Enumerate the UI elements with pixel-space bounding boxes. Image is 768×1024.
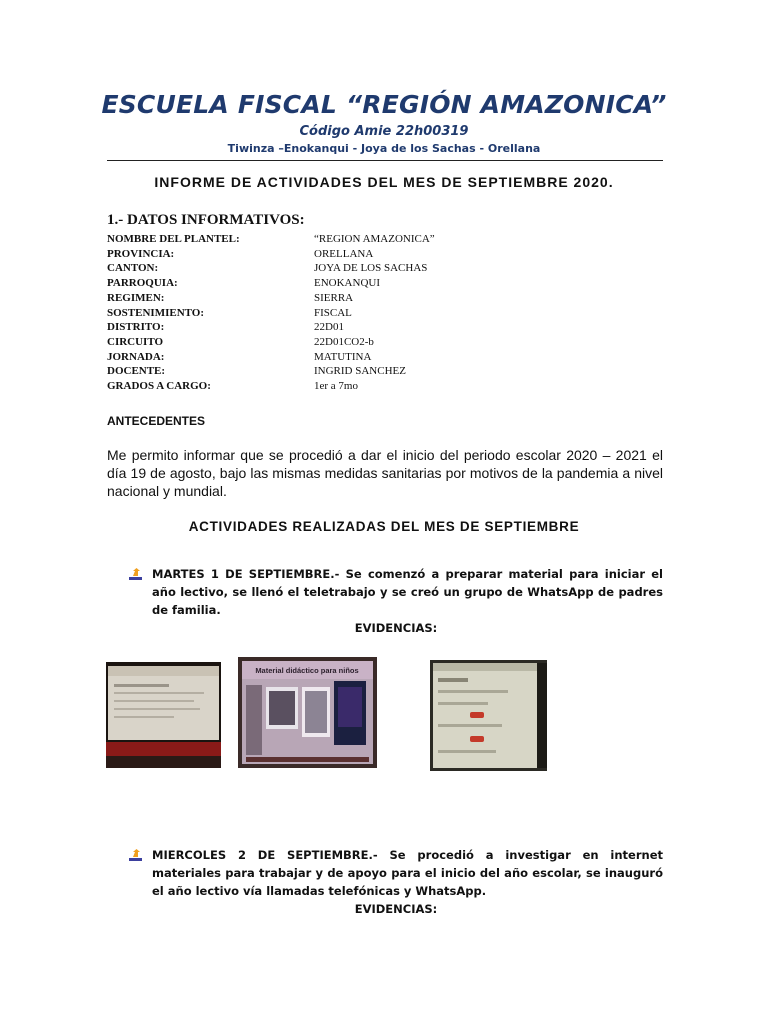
info-value: ORELLANA <box>314 247 374 260</box>
info-value: JOYA DE LOS SACHAS <box>314 262 428 275</box>
school-code: Código Amie 22h00319 <box>299 124 469 139</box>
activity-day: MIERCOLES 2 DE SEPTIEMBRE.- <box>152 848 378 862</box>
evidence-photo-3 <box>430 660 547 771</box>
antecedentes-title: ANTECEDENTES <box>107 414 206 428</box>
header-divider <box>107 160 663 161</box>
info-label: NOMBRE DEL PLANTEL: <box>107 233 240 245</box>
info-row-grados <box>107 379 435 394</box>
arrow-bullet-icon <box>129 849 143 861</box>
photo-caption: Material didáctico para niños <box>255 666 359 675</box>
info-value: FISCAL <box>314 306 352 319</box>
antecedentes-text: Me permito informar que se procedió a dar el inicio del periodo escolar 2020 – 2021 el día 19 de agosto, bajo las mismas medidas sanitarias por motivos de la pandemia a nivel nacional y mundial. <box>107 447 663 499</box>
info-label: REGIMEN: <box>107 291 165 304</box>
school-address: Tiwinza –Enokanqui - Joya de los Sachas - Orellana <box>227 142 541 155</box>
info-value: MATUTINA <box>314 350 372 363</box>
info-value: SIERRA <box>314 291 354 304</box>
info-label: CIRCUITO <box>107 335 164 348</box>
datos-section-title: 1.- DATOS INFORMATIVOS: <box>107 212 305 228</box>
info-row-docente <box>107 364 435 379</box>
info-value: 22D01 <box>314 321 344 334</box>
info-label: CANTON: <box>107 262 159 275</box>
info-row-sostenimiento <box>107 306 435 321</box>
activities-title: ACTIVIDADES REALIZADAS DEL MES DE SEPTIEMBRE <box>188 519 580 534</box>
info-row-canton <box>107 261 435 276</box>
activity-day: MARTES 1 DE SEPTIEMBRE.- <box>152 567 340 581</box>
activity-text: Se procedió a investigar en internet materiales para trabajar y de apoyo para el inicio del año escolar, se inauguró el año lectivo vía llamadas telefónicas y WhatsApp. <box>152 848 663 898</box>
info-value: 1er a 7mo <box>314 380 358 393</box>
info-row-jornada <box>107 350 435 365</box>
info-row-distrito <box>107 320 435 335</box>
info-row-plantel <box>107 232 435 247</box>
info-row-parroquia <box>107 276 435 291</box>
info-value: “REGION AMAZONICA” <box>314 233 435 245</box>
info-row-provincia <box>107 247 435 262</box>
activity-text: Se comenzó a preparar material para iniciar el año lectivo, se llenó el teletrabajo y se creó un grupo de WhatsApp de padres de familia. <box>152 567 663 617</box>
info-label: DISTRITO: <box>107 321 165 334</box>
evidence-label: EVIDENCIAS: <box>354 902 438 916</box>
activity-item <box>129 565 663 637</box>
activity-item <box>129 846 663 918</box>
evidence-photo-1 <box>106 662 221 768</box>
evidence-photo-2 <box>238 657 377 768</box>
info-value: 22D01CO2-b <box>314 335 374 348</box>
info-label: PARROQUIA: <box>107 277 178 290</box>
activity-description <box>152 846 663 900</box>
arrow-bullet-icon <box>129 568 143 580</box>
school-name: ESCUELA FISCAL “REGIÓN AMAZONICA” <box>101 90 667 119</box>
report-title: INFORME DE ACTIVIDADES DEL MES DE SEPTIEMBRE 2020. <box>154 174 614 190</box>
activity-description <box>152 565 663 619</box>
evidence-label: EVIDENCIAS: <box>354 621 438 635</box>
info-row-regimen <box>107 291 435 306</box>
info-value: ENOKANQUI <box>314 277 380 290</box>
info-label: SOSTENIMIENTO: <box>107 306 204 319</box>
info-table <box>107 232 435 394</box>
info-label: PROVINCIA: <box>107 247 175 260</box>
info-row-circuito <box>107 335 435 350</box>
info-label: JORNADA: <box>107 350 165 363</box>
info-label: GRADOS A CARGO: <box>107 380 211 393</box>
info-label: DOCENTE: <box>107 365 166 378</box>
info-value: INGRID SANCHEZ <box>314 365 406 378</box>
